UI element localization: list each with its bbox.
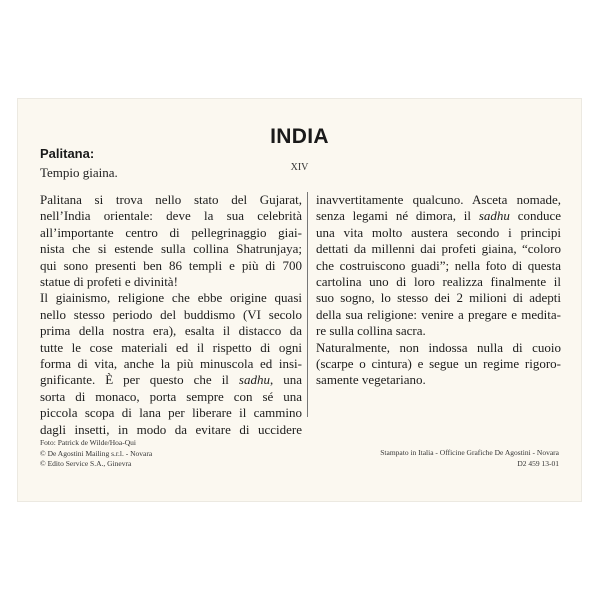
- text-line: senza legami né dimora, il sadhu conduce: [316, 208, 562, 224]
- text-line: all’importante centro di pellegrinaggio giai-: [40, 224, 302, 240]
- place-name: Palitana:: [40, 146, 95, 161]
- photo-credit: Foto: Patrick de Wilde/Hoa-Qui: [40, 438, 137, 447]
- text-line: gnificante. È per questo che il sadhu, una: [40, 372, 302, 388]
- text-line: inavvertitamente qualcuno. Asceta nomade,: [316, 192, 561, 207]
- text-line: samente vegetariano.: [316, 372, 426, 388]
- text-line: piccola scopa di lana per liberare il cammino: [40, 405, 302, 421]
- text-line: sorta di monaco, porta sempre con sé una: [40, 388, 302, 404]
- text-line: forma di vita, anche la più minuscola ed insi-: [40, 356, 302, 372]
- text-line: qui sono presenti ben 86 templi e più di 700: [40, 257, 302, 273]
- text-line: re sulla collina sacra.: [316, 323, 426, 339]
- copyright-line: © De Agostini Mailing s.r.l. - Novara: [40, 448, 153, 458]
- card-number: XIV: [290, 162, 309, 173]
- text-line: statue di profeti e divinità!: [40, 274, 178, 290]
- text-line: della sua religione: venire a pregare e medita-: [316, 306, 561, 322]
- text-line: cartolina uno di loro realizza finalmente il: [316, 274, 561, 290]
- country-title: INDIA: [270, 125, 329, 148]
- text-line: prima della nostra era), esalta il distacco da: [40, 323, 302, 339]
- printer-line: Stampato in Italia - Officine Grafiche De Agostini - Novara: [380, 448, 559, 457]
- credits-block: [40, 438, 152, 470]
- text-line: Naturalmente, non indossa nulla di cuoio: [316, 339, 561, 355]
- text-line: dettati da millenni dai profeti giaina, “coloro: [316, 241, 561, 257]
- column-divider: [307, 192, 308, 417]
- text-line: nello stesso periodo del buddismo (VI secolo: [40, 306, 302, 322]
- italic-term: sadhu: [238, 372, 270, 388]
- postcard-back: [18, 99, 581, 501]
- printer-block: [380, 448, 559, 469]
- text-line: suo sogno, lo stesso dei 2 milioni di adepti: [316, 290, 561, 306]
- italic-term: sadhu: [478, 208, 510, 224]
- text-line: tutte le cose materiali ed il rispetto di ogni: [40, 339, 302, 355]
- product-code: D2 459 13-01: [517, 458, 559, 468]
- copyright-line: © Edito Service S.A., Ginevra: [40, 459, 132, 468]
- text-line: nista che si estende sulla collina Shatrunjaya;: [40, 241, 302, 257]
- text-line: che costruiscono guadi”; nella foto di questa: [316, 257, 561, 273]
- text-line: nell’India orientale: deve la sua celebrità: [40, 208, 302, 224]
- text-line: (scarpe o cintura) e segue un regime rigoro-: [316, 356, 561, 372]
- text-line: Il giainismo, religione che ebbe origine quasi: [40, 290, 302, 306]
- text-column-right: [316, 192, 561, 389]
- subject-caption: Tempio giaina.: [40, 165, 118, 180]
- text-column-left: [40, 192, 302, 438]
- text-line: una vita molto austera secondo i principi: [316, 224, 561, 240]
- text-line: Palitana si trova nello stato del Gujarat,: [40, 192, 302, 207]
- text-line: dagli insetti, in modo da evitare di uccidere: [40, 421, 302, 437]
